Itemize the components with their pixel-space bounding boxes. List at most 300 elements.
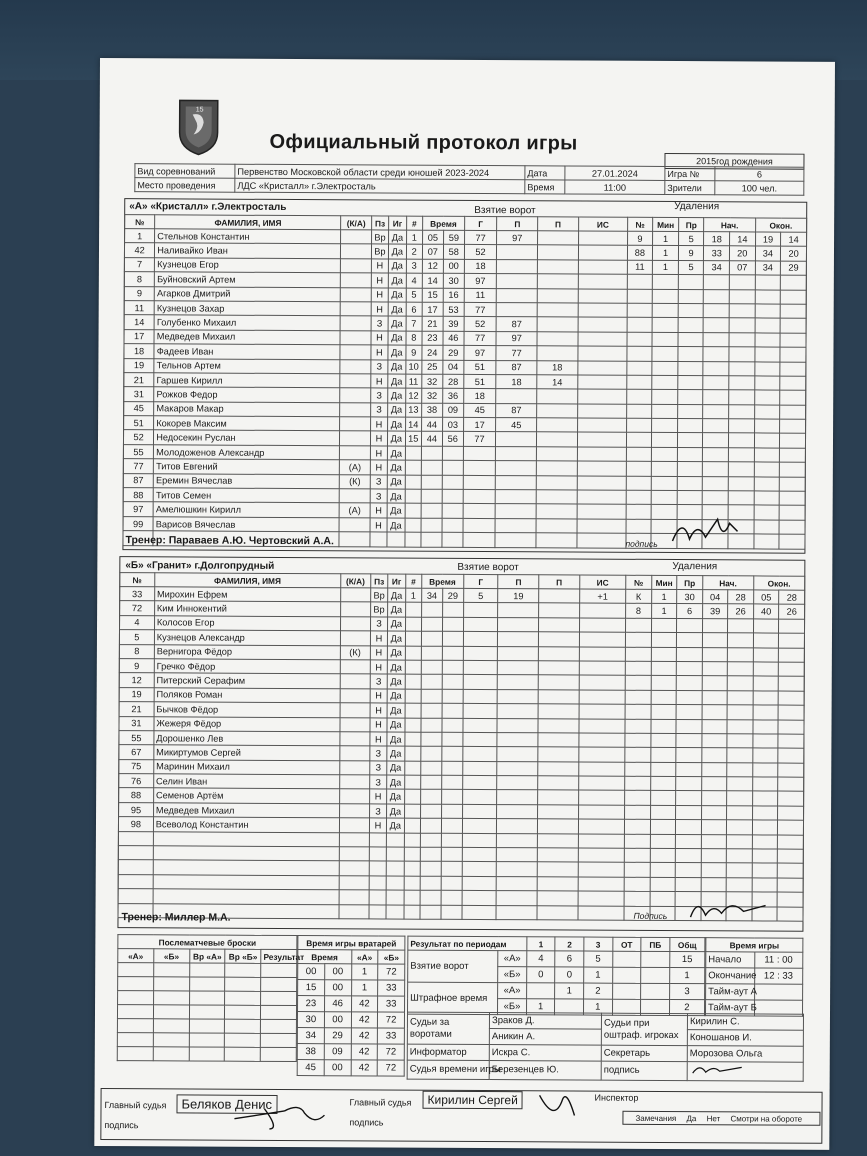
shootout-col-gka: Вр «А» — [189, 949, 225, 963]
penalty-end-sec — [780, 318, 806, 333]
gk-col-a: «А» — [351, 950, 378, 964]
goal-situation — [578, 303, 627, 318]
goal-situation — [578, 805, 625, 820]
penalty-end-min — [754, 361, 780, 376]
player-name: Вернигора Фёдор — [154, 644, 340, 659]
col-no: № — [120, 573, 155, 587]
referee-label: Главный судья — [104, 1100, 167, 1111]
gk-minute: 45 — [297, 1060, 324, 1076]
player-position: Н — [370, 518, 388, 532]
gk-team-b: 33 — [378, 996, 405, 1012]
goal-assist-1 — [498, 603, 539, 618]
time-value: 11:00 — [565, 180, 665, 195]
secretary-signature-scribble — [690, 1062, 750, 1076]
player-role — [339, 532, 369, 547]
penalty-end-min — [754, 448, 780, 463]
penalty-end-min — [753, 619, 779, 634]
penalty-minutes — [651, 719, 677, 734]
penalty-start-min — [704, 304, 730, 319]
team-a-table — [122, 214, 807, 549]
player-position: Н — [369, 818, 386, 832]
player-played: Да — [389, 259, 407, 273]
goal-minute: 21 — [422, 317, 443, 332]
goal-assist-1 — [497, 747, 538, 762]
penalty-minutes — [652, 462, 678, 477]
goal-minute: 24 — [422, 345, 443, 360]
team-b-coach-label: Тренер: — [121, 911, 162, 924]
team-a-coach — [125, 534, 334, 547]
player-name: Рожков Федор — [154, 387, 340, 402]
remarks-no: Нет — [706, 1114, 721, 1124]
gk-team-a: 1 — [351, 964, 378, 980]
goal-situation — [579, 719, 626, 734]
goals-b-p3: 1 — [584, 967, 613, 983]
protocol-sheet — [94, 58, 835, 1150]
player-played — [386, 876, 403, 890]
penalty-player — [627, 303, 653, 318]
penalty-player — [625, 820, 651, 835]
col-played: Иг — [389, 216, 407, 230]
penalty-end-sec: 26 — [779, 604, 805, 619]
penalty-end-min — [754, 419, 780, 434]
gk-second: 00 — [324, 1060, 351, 1076]
goal-number: 4 — [406, 273, 422, 287]
goal-assist-2 — [536, 504, 577, 519]
player-played: Да — [387, 489, 405, 503]
penalty-end-min — [755, 333, 781, 348]
player-played: Да — [387, 518, 405, 532]
col-ka: (К/А) — [340, 574, 370, 588]
penalty-start-sec — [728, 462, 754, 477]
goal-situation — [577, 461, 626, 476]
goal-second — [442, 532, 463, 547]
penalty-reason — [677, 491, 703, 506]
goal-assist-1 — [497, 819, 538, 834]
player-played: Да — [389, 244, 407, 258]
goal-assist-1: 87 — [496, 360, 537, 375]
gk-second: 00 — [324, 1012, 351, 1028]
player-position — [369, 905, 386, 919]
penalty-start-min — [703, 462, 729, 477]
goal-assist-1 — [498, 675, 539, 690]
player-number: 77 — [123, 459, 153, 474]
player-name: Голубенко Михаил — [154, 315, 340, 330]
player-name: Гречко Фёдор — [154, 659, 340, 674]
goal-assist-2 — [538, 231, 579, 246]
penalty-minutes — [650, 892, 676, 907]
goals-a-ot — [612, 951, 641, 967]
goal-number — [405, 660, 421, 674]
player-role: (К) — [340, 645, 370, 660]
pim-b-p1: 1 — [526, 999, 555, 1015]
goal-minute — [421, 689, 442, 703]
penalty-end-min — [752, 806, 778, 821]
player-role — [340, 388, 370, 403]
player-number — [118, 860, 153, 875]
goal-second — [441, 890, 462, 904]
penalty-start-min — [701, 820, 727, 835]
goal-number: 11 — [405, 374, 421, 388]
goal-minute — [420, 833, 441, 847]
penalty-player — [627, 289, 653, 304]
gk-second: 00 — [324, 964, 351, 980]
team-a-goals-title: Взятие ворот — [474, 204, 536, 217]
goals-a-tag: «А» — [498, 951, 527, 967]
gk-minute: 30 — [297, 1012, 324, 1028]
player-played: Да — [388, 588, 405, 602]
date-value: 27.01.2024 — [565, 166, 665, 181]
penalty-start-sec: 20 — [729, 246, 755, 261]
player-role — [340, 688, 370, 703]
player-role — [341, 316, 371, 331]
player-role — [340, 359, 370, 374]
player-role: (А) — [340, 460, 370, 475]
player-role — [339, 760, 369, 775]
penalty-start-min — [703, 390, 729, 405]
penalty-end-sec — [778, 705, 804, 720]
goals-b-tag: «Б» — [498, 967, 527, 983]
penalty-reason: 9 — [678, 246, 704, 261]
period-table — [407, 936, 705, 1017]
goal-assist-1 — [497, 704, 538, 719]
goal-minute — [420, 905, 441, 919]
goal-assist-1 — [497, 732, 538, 747]
player-name: Тельнов Артем — [154, 358, 340, 373]
player-position: З — [371, 316, 389, 330]
player-name: Наливайко Иван — [155, 243, 341, 258]
player-played — [387, 833, 404, 847]
penalty-end-min — [753, 647, 779, 662]
player-name: Титов Семен — [153, 488, 339, 503]
penalty-player — [626, 390, 652, 405]
goal-number — [404, 761, 420, 775]
player-name: Медведев Михаил — [154, 330, 340, 345]
player-position: Вр — [371, 244, 389, 258]
goal-situation — [577, 490, 626, 505]
start-label: Начало — [706, 952, 755, 968]
goal-number — [404, 833, 420, 847]
penalty-reason — [677, 462, 703, 477]
penalty-end-min — [752, 791, 778, 806]
comp-label: Вид соревнований — [135, 164, 235, 179]
player-role — [339, 732, 369, 747]
penalty-end-sec — [779, 505, 805, 520]
player-name: Поляков Роман — [154, 688, 340, 703]
player-position: Н — [371, 287, 389, 301]
col-goal-is: ИС — [579, 575, 626, 589]
penalty-player — [625, 661, 651, 676]
player-position — [370, 532, 388, 546]
player-number: 55 — [119, 731, 154, 746]
goals-b-so — [641, 967, 670, 983]
penalty-end-sec — [779, 491, 805, 506]
player-role — [339, 789, 369, 804]
goal-scorer — [462, 876, 497, 891]
penalty-start-sec — [727, 806, 753, 821]
penalty-end-min — [753, 691, 779, 706]
goal-second — [441, 775, 462, 789]
col-goal-p1: П — [498, 575, 539, 589]
goal-number — [404, 804, 420, 818]
goals-a-so — [641, 951, 670, 967]
goal-assist-1 — [497, 876, 538, 891]
goal-scorer: 45 — [463, 403, 496, 418]
penalty-reason — [677, 618, 703, 633]
player-position: Н — [370, 689, 387, 703]
penalty-end-sec — [780, 434, 806, 449]
goal-assist-2 — [537, 332, 578, 347]
goal-second: 46 — [443, 331, 464, 346]
goal-minute: 14 — [422, 273, 443, 288]
player-number: 21 — [119, 702, 154, 717]
penalty-start-min — [703, 332, 729, 347]
player-number — [118, 889, 153, 904]
penalty-player — [625, 748, 651, 763]
penalty-player — [625, 690, 651, 705]
penalty-player — [625, 762, 651, 777]
goal-assist-1 — [496, 389, 537, 404]
penalty-start-sec — [729, 275, 755, 290]
penalty-player: 8 — [626, 604, 652, 619]
goal-minute — [421, 703, 442, 717]
inspector-label: Инспектор — [594, 1092, 639, 1103]
penalty-reason — [675, 877, 701, 892]
goal-minute — [420, 775, 441, 789]
goal-scorer — [463, 475, 496, 490]
goal-number — [404, 775, 420, 789]
penalty-minutes — [651, 633, 677, 648]
goal-second — [442, 446, 463, 461]
goal-number: 8 — [406, 331, 422, 345]
goal-assist-1 — [497, 776, 538, 791]
goal-scorer — [463, 732, 498, 747]
penalty-start-min — [703, 448, 729, 463]
gk-team-a: 42 — [351, 1060, 378, 1076]
goal-assist-2 — [537, 862, 578, 877]
player-role — [341, 302, 371, 317]
goal-situation — [578, 361, 627, 376]
player-position — [369, 833, 386, 847]
penalty-end-min — [755, 318, 781, 333]
penalty-player — [625, 647, 651, 662]
penalty-reason: 5 — [678, 260, 704, 275]
goal-scorer: 97 — [464, 274, 497, 289]
player-name: Мирохин Ефрем — [154, 587, 340, 602]
goal-assist-2 — [536, 461, 577, 476]
penalty-end-sec — [780, 419, 806, 434]
penalty-reason — [677, 404, 703, 419]
shield-logo-icon — [177, 98, 219, 156]
penalty-start-sec — [727, 834, 753, 849]
team-b-table — [117, 572, 805, 922]
penalty-end-min — [752, 863, 778, 878]
penalty-start-min — [702, 705, 728, 720]
penalty-minutes — [651, 476, 677, 491]
pim-a-ot — [612, 983, 641, 999]
penalty-reason — [677, 633, 703, 648]
gk-team-a: 42 — [351, 996, 378, 1012]
goal-assist-1: 87 — [496, 317, 537, 332]
player-played: Да — [388, 431, 406, 445]
goal-assist-2 — [538, 718, 579, 733]
goal-minute — [420, 790, 441, 804]
goal-assist-1 — [498, 661, 539, 676]
penalty-start-min — [702, 676, 728, 691]
gk-team-b: 72 — [378, 1012, 405, 1028]
team-a-rows — [123, 229, 807, 549]
penalty-start-min — [703, 491, 729, 506]
gk-row — [298, 996, 405, 1013]
penalty-start-sec — [729, 289, 755, 304]
col-pen-no: № — [626, 575, 652, 589]
penalty-start-sec — [728, 491, 754, 506]
penalty-start-sec — [729, 419, 755, 434]
pim-label: Штрафное время — [407, 982, 497, 1014]
penalty-end-sec — [778, 849, 804, 864]
goal-scorer — [463, 617, 498, 632]
player-number: 1 — [125, 229, 155, 244]
penalty-start-sec — [727, 762, 753, 777]
end-value: 12 : 33 — [754, 968, 803, 984]
goal-assist-1 — [496, 490, 537, 505]
penalty-start-sec — [728, 647, 754, 662]
penalty-reason — [675, 863, 701, 878]
penalty-end-min — [754, 376, 780, 391]
player-position: Н — [370, 645, 387, 659]
player-role — [339, 746, 369, 761]
penalty-start-min — [703, 419, 729, 434]
player-number — [118, 831, 153, 846]
col-goal-p2: П — [538, 217, 579, 231]
goal-situation — [579, 632, 626, 647]
goal-situation — [579, 690, 626, 705]
goal-assist-1 — [497, 259, 538, 274]
penalty-minutes: 1 — [653, 246, 679, 261]
penalty-end-sec — [779, 619, 805, 634]
penalty-player — [625, 776, 651, 791]
penalty-start-min — [701, 777, 727, 792]
player-number: 76 — [119, 774, 154, 789]
penalty-reason: 6 — [677, 604, 703, 619]
player-role — [340, 402, 370, 417]
player-played: Да — [388, 345, 406, 359]
penalty-end-min — [754, 477, 780, 492]
penalty-end-min — [752, 878, 778, 893]
player-position: Н — [370, 503, 388, 517]
penalty-start-sec — [728, 448, 754, 463]
penalty-player — [625, 676, 651, 691]
goal-situation — [577, 389, 626, 404]
goal-minute — [420, 862, 441, 876]
player-name: Маринин Михаил — [154, 759, 340, 774]
period-col-3: 3 — [584, 937, 613, 951]
period-col-ot: ОТ — [612, 937, 641, 951]
player-name: Селин Иван — [154, 774, 340, 789]
penalty-start-min — [702, 748, 728, 763]
player-name: Фадеев Иван — [154, 344, 340, 359]
player-number: 9 — [124, 286, 154, 301]
col-pen-end: Окон. — [755, 218, 806, 232]
penalty-end-min: 34 — [755, 261, 781, 276]
goal-assist-1 — [498, 617, 539, 632]
player-number: 31 — [119, 716, 154, 731]
col-pen-end: Окон. — [754, 576, 805, 590]
penalty-start-sec — [729, 333, 755, 348]
header-table — [134, 163, 804, 196]
goal-scorer — [463, 489, 496, 504]
goal-situation — [579, 603, 626, 618]
player-played: Да — [387, 689, 404, 703]
player-number: 8 — [119, 644, 154, 659]
goal-assist-1: 97 — [496, 331, 537, 346]
player-name — [153, 831, 339, 846]
gk-team-b: 72 — [378, 1044, 405, 1060]
col-name: ФАМИЛИЯ, ИМЯ — [155, 215, 341, 230]
penalty-player — [626, 632, 652, 647]
penalty-start-sec — [727, 777, 753, 792]
player-name: Молодоженов Александр — [154, 445, 340, 460]
penalty-minutes — [651, 647, 677, 662]
penalty-start-sec — [728, 662, 754, 677]
player-played: Да — [388, 273, 406, 287]
penalty-end-min — [755, 275, 781, 290]
goal-assist-2 — [537, 432, 578, 447]
goals-b-total: 1 — [669, 967, 704, 983]
player-number: 87 — [123, 473, 153, 488]
goal-minute: 12 — [422, 259, 443, 274]
goal-second — [442, 747, 463, 761]
goal-minute: 44 — [421, 432, 442, 447]
goal-assist-2 — [536, 447, 577, 462]
player-played: Да — [387, 775, 404, 789]
goal-number — [405, 446, 421, 460]
player-role — [340, 674, 370, 689]
goal-scorer: 77 — [464, 302, 497, 317]
penalty-reason — [676, 690, 702, 705]
time-label: Время — [525, 180, 565, 194]
goal-assist-2 — [536, 475, 577, 490]
player-played: Да — [388, 302, 406, 316]
goal-minute — [421, 518, 442, 533]
penalty-end-sec — [780, 333, 806, 348]
penalty-start-min — [703, 433, 729, 448]
referee-signature — [224, 1099, 344, 1134]
player-name: Питерский Серафим — [154, 673, 340, 688]
pim-a-p1 — [526, 983, 555, 999]
penalty-minutes — [651, 490, 677, 505]
penalty-reason — [678, 347, 704, 362]
goal-minute — [421, 660, 442, 674]
penalty-start-min: 18 — [704, 232, 730, 247]
goal-scorer: 11 — [464, 288, 497, 303]
goal-second — [442, 461, 463, 476]
goal-minute: 07 — [422, 245, 443, 260]
goal-second: 09 — [442, 403, 463, 418]
penalty-end-sec — [780, 290, 806, 305]
penalty-minutes — [652, 447, 678, 462]
goal-assist-2: 18 — [537, 360, 578, 375]
gk-row — [297, 1012, 404, 1029]
gk-team-b: 33 — [378, 1028, 405, 1044]
start-value: 11 : 00 — [754, 952, 803, 968]
penalty-start-min — [702, 734, 728, 749]
goal-scorer — [463, 632, 498, 647]
goal-assist-2 — [537, 905, 578, 920]
player-name: Колосов Егор — [154, 616, 340, 631]
goal-situation — [578, 848, 625, 863]
goal-minute: 25 — [422, 360, 443, 375]
goal-number — [404, 890, 420, 904]
